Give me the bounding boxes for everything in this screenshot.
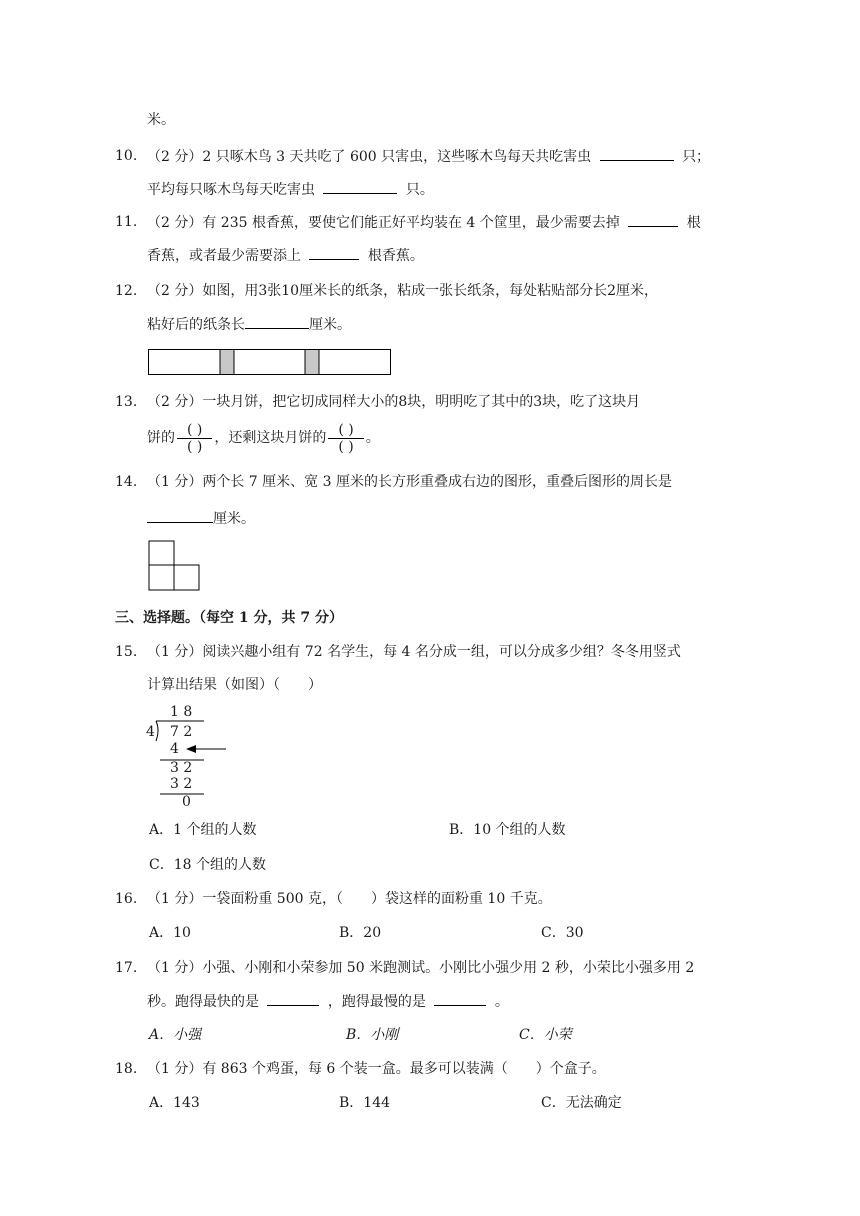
q15-number: 15. bbox=[115, 644, 138, 660]
q14-line1: （1 分）两个长 7 厘米、宽 3 厘米的长方形重叠成右边的图形，重叠后图形的周长是 bbox=[147, 474, 672, 490]
q12-line2 bbox=[147, 314, 351, 335]
q16-option-a[interactable]: A．10 bbox=[149, 925, 191, 941]
long-division-figure bbox=[146, 704, 246, 810]
q17-option-c[interactable]: C．小荣 bbox=[519, 1027, 572, 1043]
q18-line1: （1 分）有 863 个鸡蛋，每 6 个装一盒。最多可以装满（ ）个盒子。 bbox=[147, 1061, 606, 1077]
q10-line2 bbox=[147, 179, 434, 200]
q13-line2 bbox=[147, 420, 380, 456]
glue-overlap-2 bbox=[305, 350, 319, 375]
q16-line1: （1 分）一袋面粉重 500 克，（ ）袋这样的面粉重 10 千克。 bbox=[147, 891, 552, 907]
q9-tail: 米。 bbox=[147, 112, 175, 128]
arrow-icon bbox=[186, 745, 196, 753]
q10-text-b: 只； bbox=[682, 149, 711, 165]
q17-line2 bbox=[147, 991, 509, 1012]
q16-option-c[interactable]: C．30 bbox=[541, 925, 584, 941]
q15-option-c[interactable]: C．18 个组的人数 bbox=[149, 857, 266, 873]
q17-number: 17. bbox=[115, 960, 138, 976]
q11-blank-2[interactable] bbox=[309, 245, 359, 260]
q15-option-a[interactable]: A．1 个组的人数 bbox=[149, 822, 257, 838]
q17-blank-2[interactable] bbox=[434, 991, 486, 1006]
q14-number: 14. bbox=[115, 474, 138, 490]
q17-text-b: ，跑得最慢的是 bbox=[327, 994, 426, 1010]
q13-text-b: ，还剩这块月饼的 bbox=[214, 430, 327, 446]
strip-outline bbox=[149, 350, 391, 375]
q18-option-b[interactable]: B．144 bbox=[339, 1095, 391, 1111]
q13-numerator-1: ( ) bbox=[177, 422, 212, 439]
q11-line2 bbox=[147, 245, 424, 266]
q12-blank[interactable] bbox=[245, 314, 309, 329]
q14-blank[interactable] bbox=[147, 508, 213, 523]
q13-denominator-1: ( ) bbox=[187, 438, 203, 455]
glue-overlap-1 bbox=[220, 350, 234, 375]
q10-number: 10. bbox=[115, 148, 138, 164]
q11-text-b: 根 bbox=[686, 215, 701, 231]
section-3-heading: 三、选择题。（每空 1 分，共 7 分） bbox=[115, 610, 343, 626]
q15-line1: （1 分）阅读兴趣小组有 72 名学生，每 4 名分成一组，可以分成多少组？冬冬用竖式 bbox=[147, 644, 681, 660]
q12-number: 12. bbox=[115, 283, 138, 299]
division-bracket bbox=[156, 721, 158, 741]
q12-text-a: 粘好后的纸条长 bbox=[147, 317, 245, 333]
q18-number: 18. bbox=[115, 1061, 138, 1077]
q11-text-c: 香蕉，或者最少需要添上 bbox=[147, 248, 301, 264]
q13-fraction-eaten[interactable] bbox=[177, 422, 212, 455]
division-dividend: 7 2 bbox=[170, 724, 193, 740]
q17-option-b[interactable]: B．小刚 bbox=[346, 1027, 399, 1043]
q17-option-a[interactable]: A．小强 bbox=[149, 1027, 202, 1043]
q10-text-c: 平均每只啄木鸟每天吃害虫 bbox=[147, 182, 315, 198]
q10-text-d: 只。 bbox=[405, 182, 434, 198]
q14-text: 厘米。 bbox=[213, 511, 255, 527]
q13-text-a: 饼的 bbox=[147, 430, 175, 446]
division-remainder: 0 bbox=[182, 794, 191, 810]
q11-number: 11. bbox=[115, 214, 138, 230]
paper-strip-figure bbox=[148, 349, 394, 377]
q16-number: 16. bbox=[115, 891, 138, 907]
q10-line1 bbox=[147, 146, 710, 167]
q18-option-c[interactable]: C．无法确定 bbox=[541, 1095, 622, 1111]
q12-text-b: 厘米。 bbox=[309, 317, 351, 333]
overlap-rectangles-figure bbox=[148, 540, 202, 592]
q10-blank-1[interactable] bbox=[600, 146, 674, 161]
q17-text-a: 秒。跑得最快的是 bbox=[147, 994, 259, 1010]
q17-line1: （1 分）小强、小刚和小荣参加 50 米跑测试。小刚比小强少用 2 秒，小荣比小强多用 2 bbox=[147, 960, 695, 976]
q17-blank-1[interactable] bbox=[267, 991, 319, 1006]
q15-option-b[interactable]: B．10 个组的人数 bbox=[449, 822, 566, 838]
q13-line1: （2 分）一块月饼，把它切成同样大小的8块，明明吃了其中的3块，吃了这块月 bbox=[147, 394, 641, 410]
q12-line1: （2 分）如图，用3张10厘米长的纸条，粘成一张长纸条，每处粘贴部分长2厘米， bbox=[147, 283, 658, 299]
division-step-2: 3 2 bbox=[170, 760, 193, 776]
division-step-3: 3 2 bbox=[170, 776, 193, 792]
q14-line2 bbox=[147, 508, 255, 529]
q13-fraction-left[interactable] bbox=[328, 422, 363, 455]
division-quotient: 1 8 bbox=[170, 704, 193, 720]
division-step-1: 4 bbox=[170, 741, 179, 757]
q13-denominator-2: ( ) bbox=[338, 438, 354, 455]
q13-numerator-2: ( ) bbox=[328, 422, 363, 439]
q11-blank-1[interactable] bbox=[628, 212, 678, 227]
q18-option-a[interactable]: A．143 bbox=[149, 1095, 200, 1111]
q11-text-a: （2 分）有 235 根香蕉，要使它们能正好平均装在 4 个筐里，最少需要去掉 bbox=[147, 215, 620, 231]
q13-text-c: 。 bbox=[365, 430, 380, 446]
division-divisor: 4 bbox=[146, 724, 155, 740]
q10-blank-2[interactable] bbox=[323, 179, 397, 194]
q10-text-a: （2 分）2 只啄木鸟 3 天共吃了 600 只害虫，这些啄木鸟每天共吃害虫 bbox=[147, 149, 592, 165]
q15-line2: 计算出结果（如图）（ ） bbox=[147, 677, 322, 693]
division-lines bbox=[146, 704, 246, 810]
q13-number: 13. bbox=[115, 394, 138, 410]
q11-text-d: 根香蕉。 bbox=[367, 248, 424, 264]
q16-option-b[interactable]: B．20 bbox=[339, 925, 382, 941]
q11-line1 bbox=[147, 212, 701, 233]
q17-text-c: 。 bbox=[494, 994, 509, 1010]
